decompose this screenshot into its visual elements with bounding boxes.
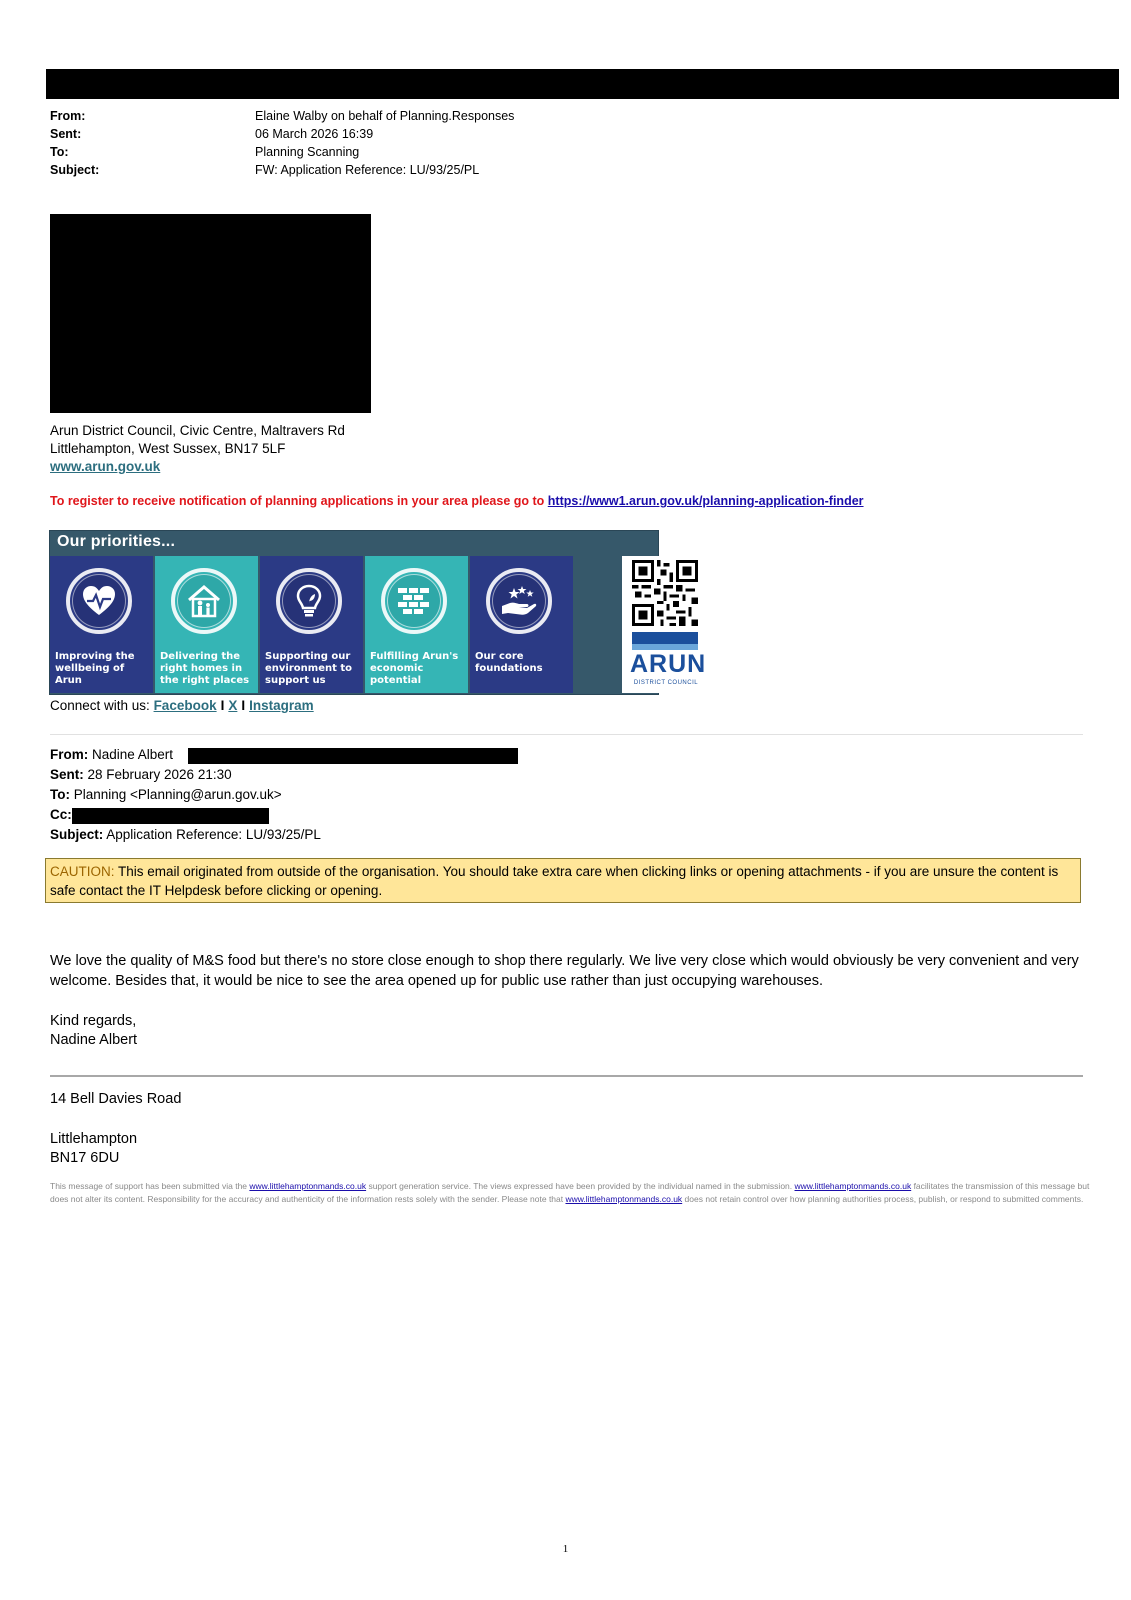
caution-banner <box>45 858 1081 903</box>
header-from-label: From: <box>50 109 86 123</box>
fwd-from-row <box>50 745 173 765</box>
fwd-to-row <box>50 785 282 805</box>
redacted-cc-address <box>72 808 269 824</box>
register-text: To register to receive notification of planning applications in your area please go to <box>50 494 548 508</box>
heart-icon <box>72 574 126 628</box>
priority-caption: Delivering the right homes in the right places <box>160 651 250 686</box>
redacted-image-block <box>50 214 371 413</box>
council-website-link[interactable]: www.arun.gov.uk <box>50 459 161 474</box>
brick-wall-icon <box>387 574 441 628</box>
header-sent-label: Sent: <box>50 127 82 141</box>
priority-caption: Fulfilling Arun's economic potential <box>370 651 459 686</box>
address-line3: BN17 6DU <box>50 1150 120 1166</box>
fwd-subject-row <box>50 825 321 845</box>
instagram-link[interactable]: Instagram <box>249 698 314 713</box>
divider <box>50 734 1083 735</box>
fwd-from-value: Nadine Albert <box>88 747 174 762</box>
fwd-cc-row <box>50 805 72 825</box>
redacted-header-bar <box>46 69 1119 99</box>
separator: I <box>241 698 246 713</box>
connect-label: Connect with us: <box>50 698 154 713</box>
council-address-line1: Arun District Council, Civic Centre, Maltravers Rd <box>50 423 345 438</box>
address-line2: Littlehampton <box>50 1131 138 1147</box>
caution-label: CAUTION: <box>50 864 115 879</box>
message-closing: Kind regards, <box>50 1013 137 1029</box>
fwd-from-label: From: <box>50 747 89 762</box>
disclaimer <box>50 1180 1095 1206</box>
header-to-label: To: <box>50 145 69 159</box>
priorities-banner <box>49 530 707 695</box>
priority-tile-wellbeing <box>50 556 153 693</box>
disclaimer-text: support generation service. The views expressed have been provided by the individual named in the submission. <box>366 1181 795 1191</box>
message-sender-name: Nadine Albert <box>50 1032 138 1048</box>
lightbulb-icon <box>282 574 336 628</box>
page-number: 1 <box>562 1543 569 1555</box>
logo-band <box>632 632 698 644</box>
address-line1: 14 Bell Davies Road <box>50 1091 182 1107</box>
facebook-link[interactable]: Facebook <box>153 698 217 713</box>
council-website-row <box>50 458 160 476</box>
x-link[interactable]: X <box>228 698 238 713</box>
caution-text: This email originated from outside of the organisation. You should take extra care when clicking links or opening attachments - if you are unsure the content is safe contact the IT Helpdesk before clicking or opening. <box>50 864 1059 898</box>
separator: I <box>220 698 225 713</box>
disclaimer-text: facilitates the transmission of this message but does not alter its content. Responsibility for the accuracy and authenticity of the information rests solely with the sender. Please note that <box>50 1181 1090 1204</box>
priority-tile-homes <box>155 556 258 693</box>
fwd-subject-label: Subject: <box>50 827 104 842</box>
arun-logo-text: ARUN <box>630 650 707 678</box>
header-from-value: Elaine Walby on behalf of Planning.Responses <box>255 109 515 123</box>
connect-row <box>50 698 314 713</box>
fwd-sent-value: 28 February 2026 21:30 <box>83 767 232 782</box>
qr-code-icon[interactable] <box>632 560 698 626</box>
fwd-to-value: Planning <Planning@arun.gov.uk> <box>70 787 282 802</box>
house-icon <box>177 574 231 628</box>
priority-tile-foundations <box>470 556 573 693</box>
header-to-value: Planning Scanning <box>255 145 360 159</box>
redacted-email-address <box>188 748 518 764</box>
banner-title: Our priorities... <box>57 533 176 550</box>
arun-logo-tile <box>622 556 707 693</box>
divider <box>50 1075 1083 1077</box>
disclaimer-link[interactable]: www.littlehamptonmands.co.uk <box>565 1194 683 1204</box>
header-subject-label: Subject: <box>50 163 100 177</box>
priority-caption: Supporting our environment to support us <box>265 651 353 686</box>
fwd-to-label: To: <box>50 787 70 802</box>
arun-logo-subtext: DISTRICT COUNCIL <box>633 680 699 686</box>
priority-caption: Improving the wellbeing of Arun <box>55 651 135 686</box>
fwd-sent-row <box>50 765 232 785</box>
priority-caption: Our core foundations <box>475 651 543 674</box>
fwd-sent-label: Sent: <box>50 767 84 782</box>
disclaimer-link[interactable]: www.littlehamptonmands.co.uk <box>794 1181 912 1191</box>
priority-tile-economy <box>365 556 468 693</box>
message-paragraph: We love the quality of M&S food but there's no store close enough to shop there regularly. We live very close which would obviously be very convenient and very welcome. Besides that, it would be nice to see the area opened up for public use rather than just occupying warehouses. <box>50 953 1079 989</box>
priority-tile-environment <box>260 556 363 693</box>
fwd-cc-label: Cc: <box>50 807 72 822</box>
header-sent-value: 06 March 2026 16:39 <box>255 127 374 141</box>
header-subject-value: FW: Application Reference: LU/93/25/PL <box>255 163 480 177</box>
council-address-line2: Littlehampton, West Sussex, BN17 5LF <box>50 441 286 456</box>
disclaimer-text: This message of support has been submitted via the <box>50 1181 250 1191</box>
disclaimer-link[interactable]: www.littlehamptonmands.co.uk <box>249 1181 367 1191</box>
hand-stars-icon <box>492 574 546 628</box>
planning-finder-link[interactable]: https://www1.arun.gov.uk/planning-application-finder <box>547 494 864 508</box>
fwd-subject-value: Application Reference: LU/93/25/PL <box>103 827 321 842</box>
disclaimer-text: does not retain control over how planning authorities process, publish, or respond to submitted comments. <box>682 1194 1084 1204</box>
register-notice <box>50 494 864 508</box>
